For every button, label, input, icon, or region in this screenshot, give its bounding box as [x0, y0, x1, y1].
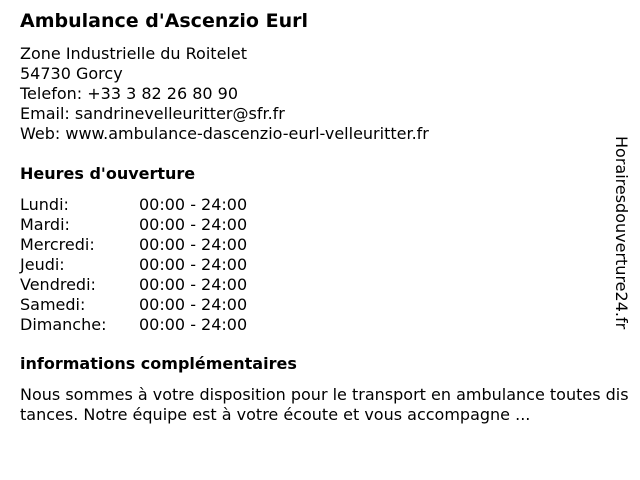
address-city: 54730 Gorcy: [20, 64, 123, 83]
hours-row-monday: [20, 195, 280, 215]
day-label: Dimanche:: [20, 315, 107, 334]
time-range: 00:00 - 24:00: [139, 215, 248, 234]
time-range: 00:00 - 24:00: [139, 195, 248, 214]
site-watermark: Horairesdouverture24.fr: [612, 136, 631, 330]
day-label: Lundi:: [20, 195, 69, 214]
address-web: Web: www.ambulance-dascenzio-eurl-velleuritter.fr: [20, 124, 429, 143]
hours-row-thursday: [20, 255, 280, 275]
day-label: Jeudi:: [20, 255, 65, 274]
time-range: 00:00 - 24:00: [139, 315, 248, 334]
hours-row-tuesday: [20, 215, 280, 235]
hours-row-friday: [20, 275, 280, 295]
additional-info-text: Nous sommes à votre disposition pour le transport en ambulance toutes distances. Notre équipe est à votre écoute et vous accompagne ...: [20, 385, 629, 424]
day-label: Samedi:: [20, 295, 86, 314]
time-range: 00:00 - 24:00: [139, 275, 248, 294]
time-range: 00:00 - 24:00: [139, 295, 248, 314]
day-label: Vendredi:: [20, 275, 96, 294]
opening-hours-heading: Heures d'ouverture: [20, 164, 196, 183]
day-label: Mardi:: [20, 215, 70, 234]
business-name: Ambulance d'Ascenzio Eurl: [20, 10, 308, 32]
day-label: Mercredi:: [20, 235, 95, 254]
hours-row-sunday: [20, 315, 280, 335]
address-email: Email: sandrinevelleuritter@sfr.fr: [20, 104, 285, 123]
address-block: [20, 44, 429, 144]
hours-row-saturday: [20, 295, 280, 315]
hours-row-wednesday: [20, 235, 280, 255]
opening-hours-table: [20, 195, 280, 335]
additional-info-heading: informations complémentaires: [20, 354, 297, 373]
address-street: Zone Industrielle du Roitelet: [20, 44, 247, 63]
time-range: 00:00 - 24:00: [139, 235, 248, 254]
address-phone: Telefon: +33 3 82 26 80 90: [20, 84, 239, 103]
time-range: 00:00 - 24:00: [139, 255, 248, 274]
